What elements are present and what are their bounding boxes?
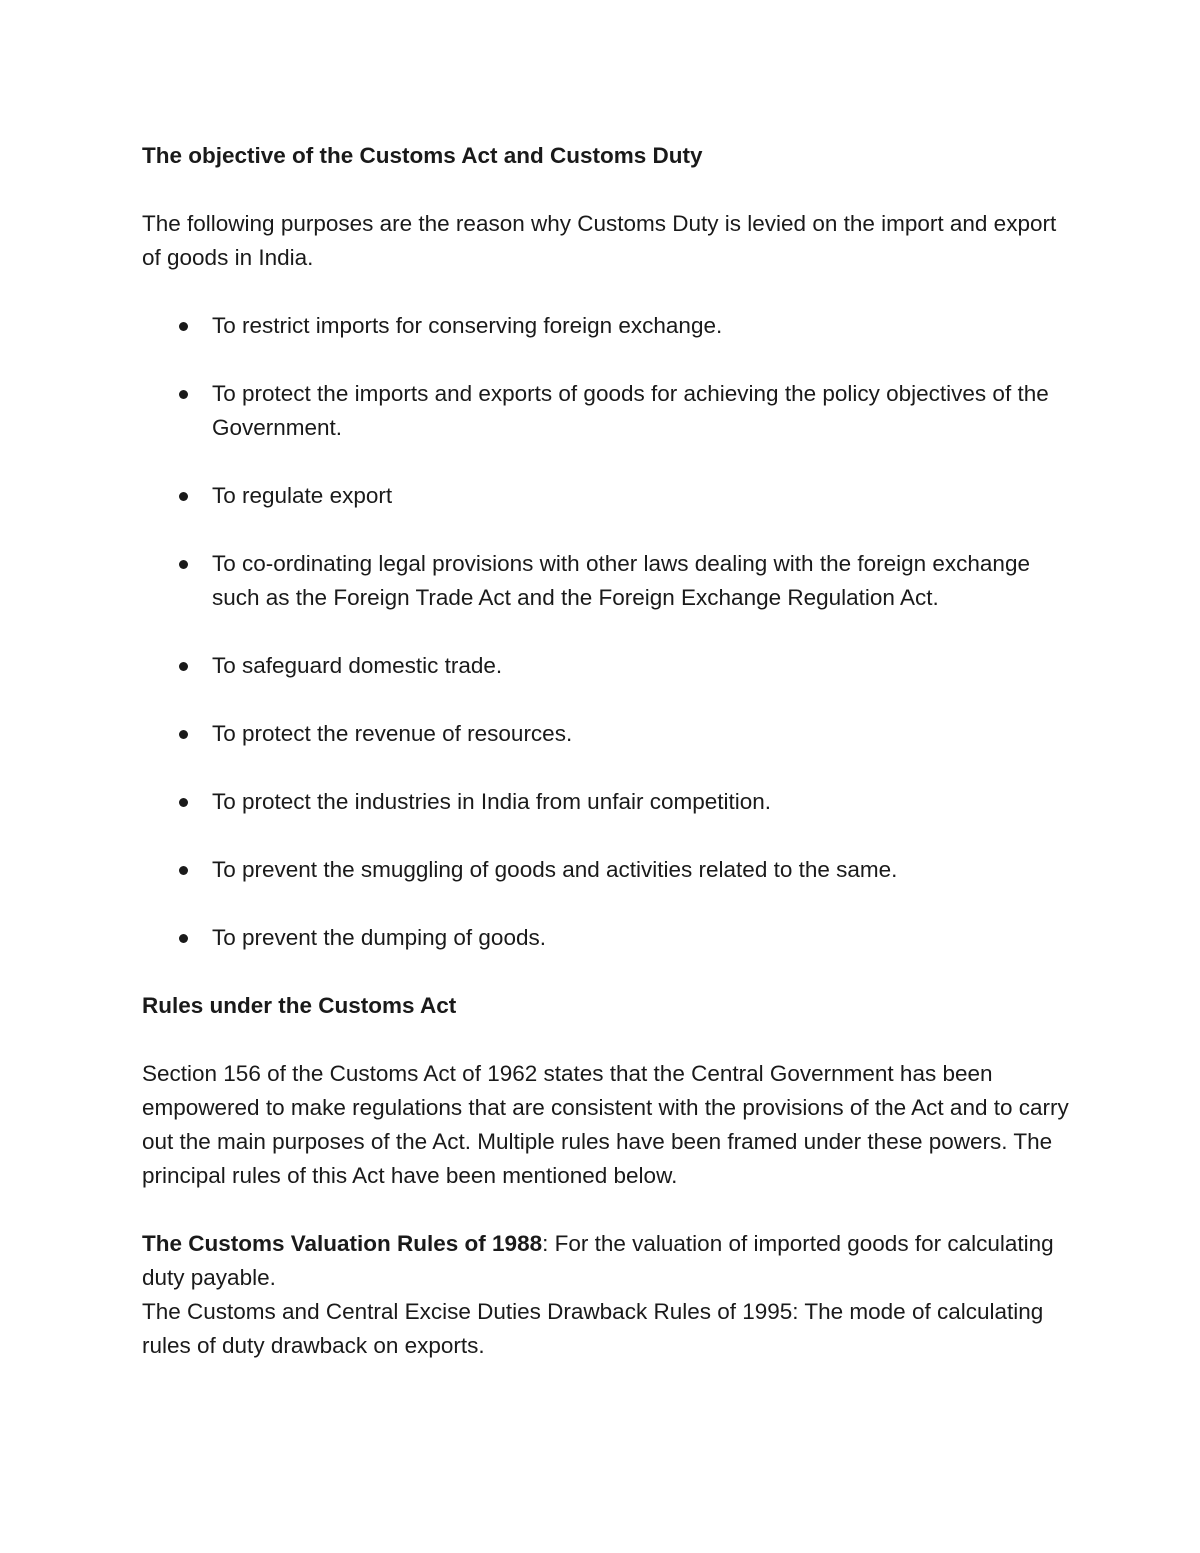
- objective-heading: The objective of the Customs Act and Customs Duty: [142, 143, 703, 168]
- bullet-icon: [179, 322, 188, 331]
- rules-heading: Rules under the Customs Act: [142, 993, 457, 1018]
- bullet-icon: [179, 866, 188, 875]
- objective-intro: The following purposes are the reason why Customs Duty is levied on the import and export of goods in India.: [142, 211, 1057, 270]
- bullet-icon: [179, 662, 188, 671]
- document-page: [142, 139, 1072, 1363]
- list-item-text: To protect the imports and exports of goods for achieving the policy objectives of the Government.: [212, 381, 1049, 440]
- valuation-rule-title: The Customs Valuation Rules of 1988: [142, 1231, 543, 1256]
- bullet-icon: [179, 560, 188, 569]
- rules-paragraph: Section 156 of the Customs Act of 1962 states that the Central Government has been empowered to make regulations that are consistent with the provisions of the Act and to carry out the main purposes of the Act. Multiple rules have been framed under these powers. The principal rules of this Act have been mentioned below.: [142, 1061, 1069, 1188]
- valuation-rule: [142, 1227, 1072, 1295]
- list-item: [142, 853, 1072, 887]
- bullet-icon: [179, 390, 188, 399]
- bullet-icon: [179, 730, 188, 739]
- bullet-icon: [179, 492, 188, 501]
- bullet-icon: [179, 934, 188, 943]
- list-item: [142, 649, 1072, 683]
- list-item: [142, 479, 1072, 513]
- valuation-rule-text: : For the valuation of imported goods for calculating duty payable.: [142, 1231, 1054, 1290]
- list-item-text: To prevent the dumping of goods.: [212, 925, 546, 950]
- list-item: [142, 547, 1072, 615]
- bullet-icon: [179, 798, 188, 807]
- list-item: [142, 309, 1072, 343]
- list-item: [142, 377, 1072, 445]
- list-item-text: To regulate export: [212, 483, 393, 508]
- list-item: [142, 717, 1072, 751]
- list-item: [142, 921, 1072, 955]
- drawback-rule: The Customs and Central Excise Duties Drawback Rules of 1995: The mode of calculating rules of duty drawback on exports.: [142, 1299, 1044, 1358]
- list-item-text: To safeguard domestic trade.: [212, 653, 503, 678]
- list-item-text: To co-ordinating legal provisions with other laws dealing with the foreign exchange such as the Foreign Trade Act and the Foreign Exchange Regulation Act.: [212, 551, 1030, 610]
- list-item-text: To prevent the smuggling of goods and activities related to the same.: [212, 857, 898, 882]
- objective-list: [142, 309, 1072, 955]
- list-item-text: To restrict imports for conserving foreign exchange.: [212, 313, 723, 338]
- list-item: [142, 785, 1072, 819]
- list-item-text: To protect the industries in India from unfair competition.: [212, 789, 772, 814]
- list-item-text: To protect the revenue of resources.: [212, 721, 573, 746]
